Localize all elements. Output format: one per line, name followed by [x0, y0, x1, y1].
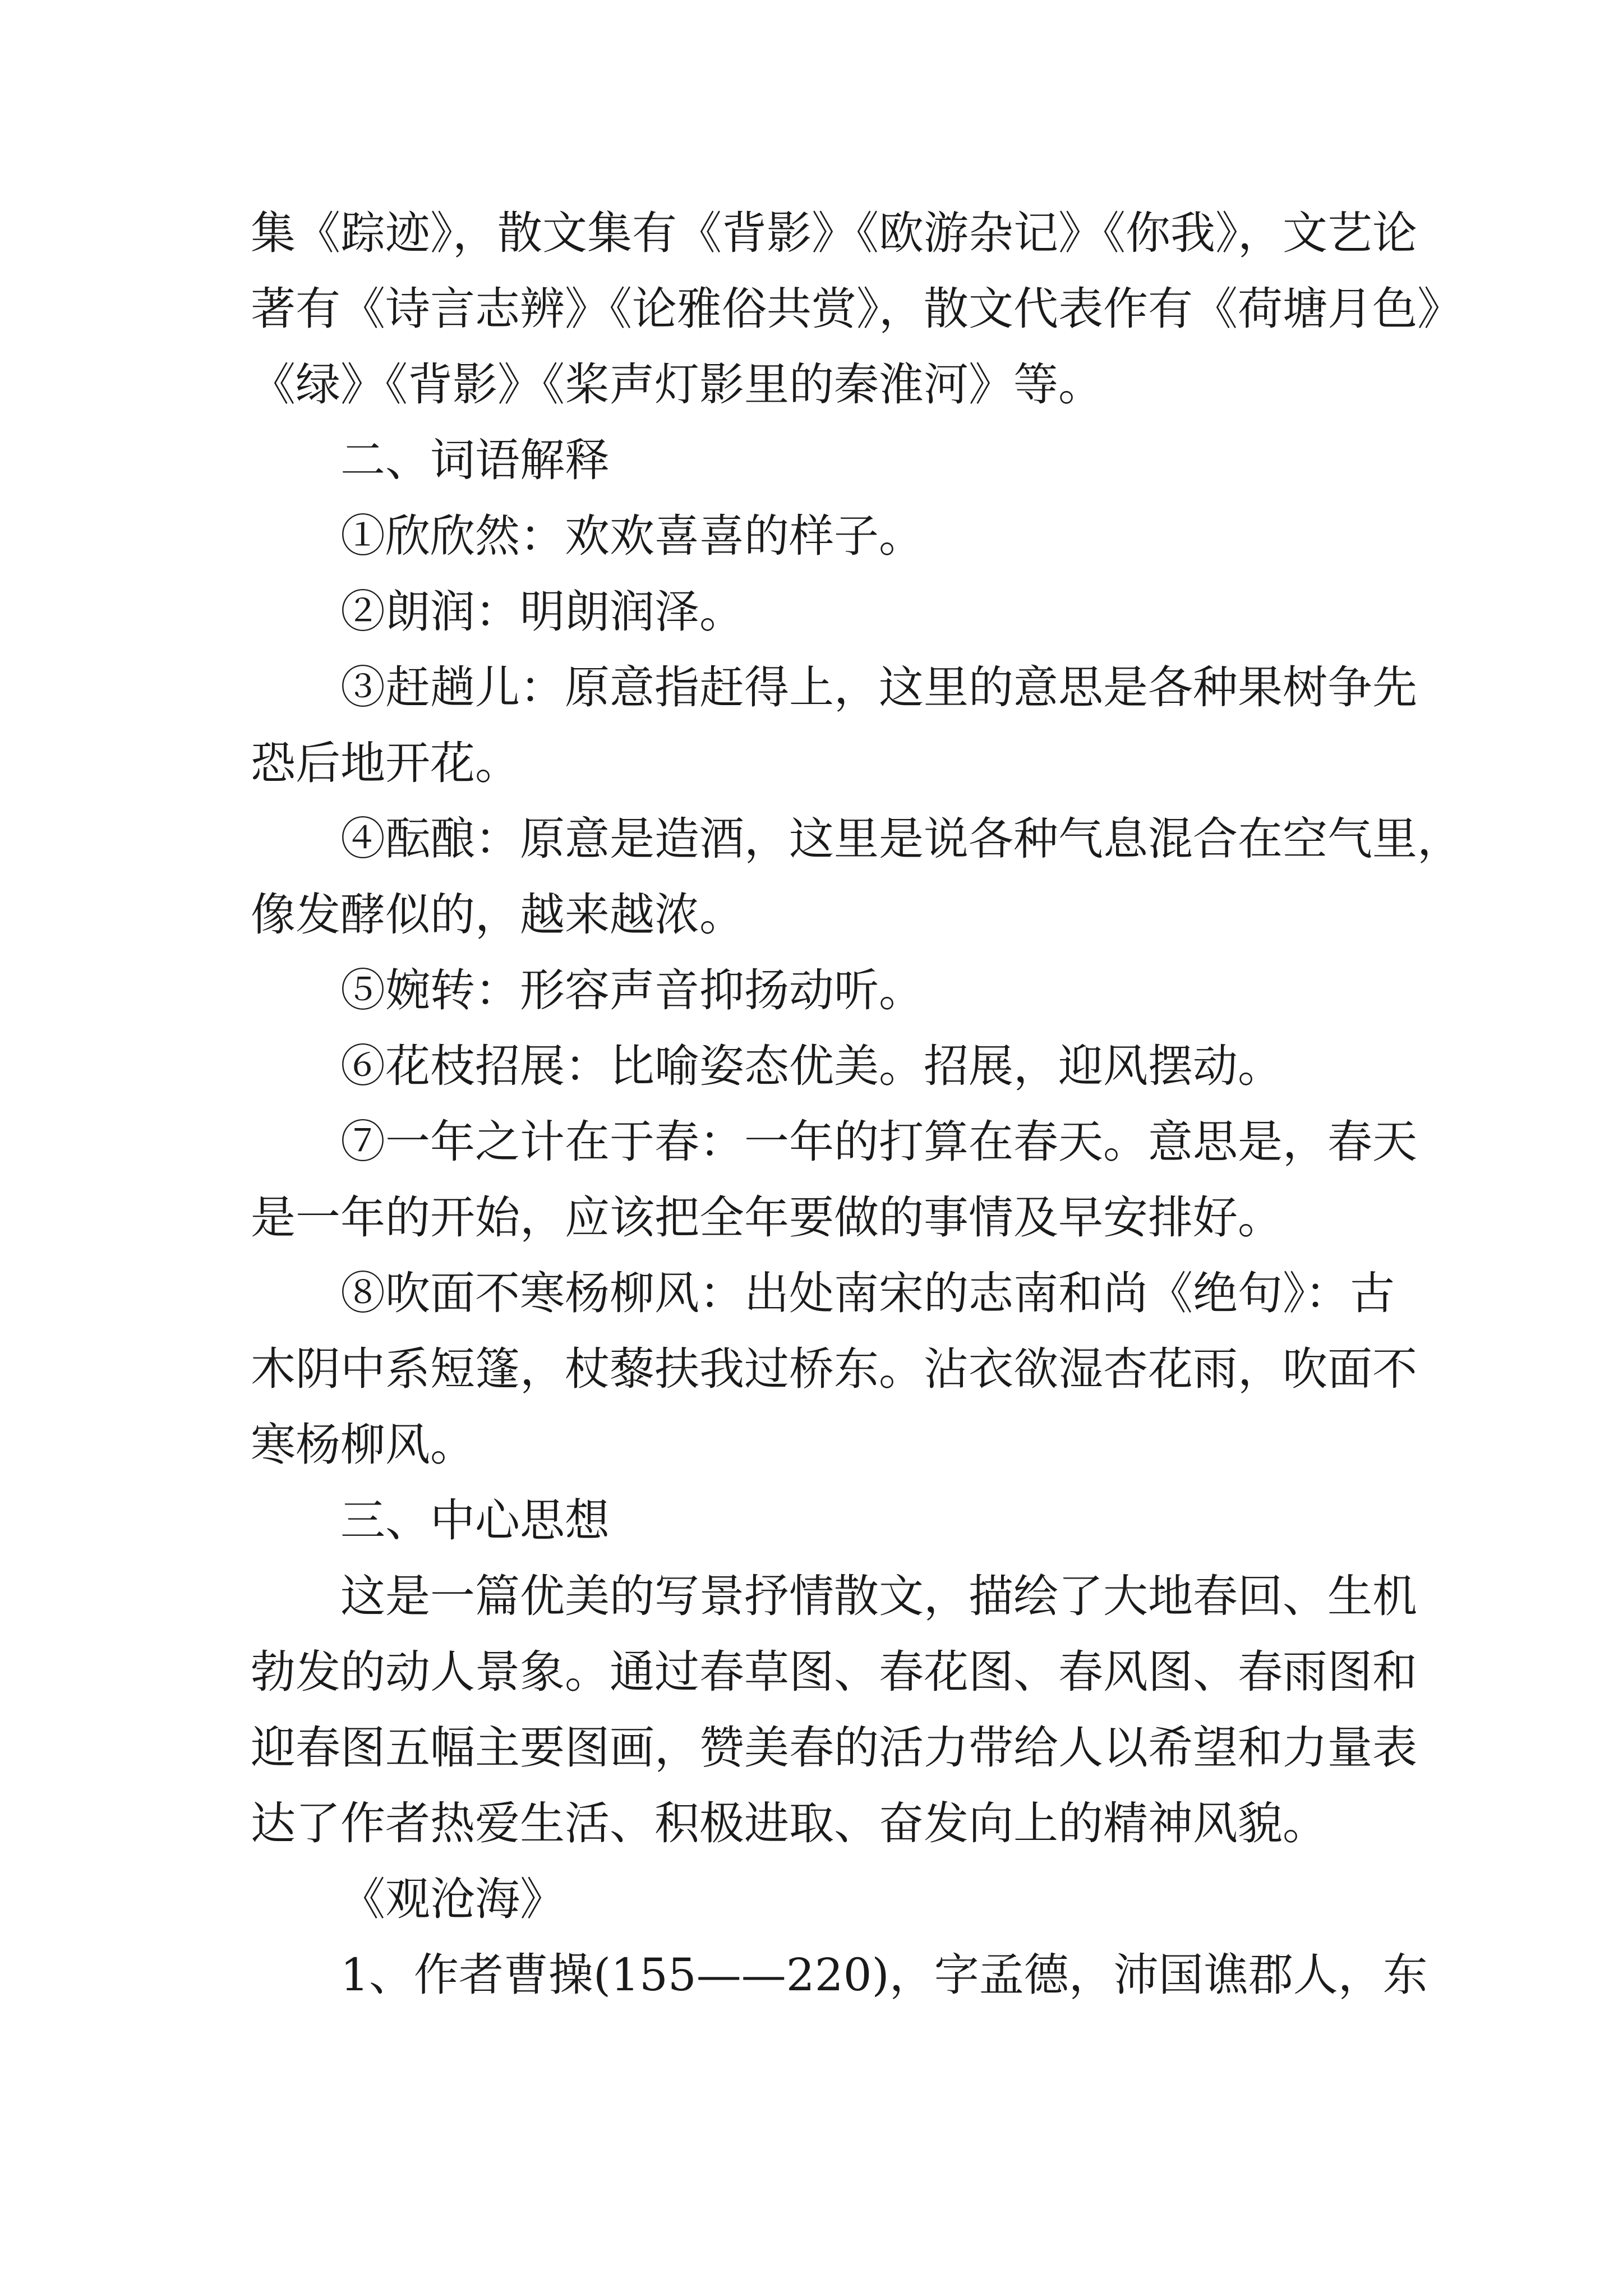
text-line: ①欣欣然：欢欢喜喜的样子。 [340, 510, 924, 562]
text-line: 集《踪迹》，散文集有《背影》《欧游杂记》《你我》，文艺论 [251, 207, 1417, 259]
section-heading: 三、中心思想 [340, 1494, 610, 1547]
text-line: ⑥花枝招展：比喻姿态优美。招展，迎风摆动。 [340, 1040, 1283, 1092]
text-line: 恐后地开花。 [251, 737, 520, 789]
text-line: 《绿》《背影》《桨声灯影里的秦淮河》等。 [251, 358, 1103, 411]
text-line: 达了作者热爱生活、积极进取、奋发向上的精神风貌。 [251, 1797, 1327, 1849]
text-line: ②朗润：明朗润泽。 [340, 586, 744, 638]
text-line: 这是一篇优美的写景抒情散文，描绘了大地春回、生机 [340, 1570, 1417, 1622]
text-line: 寒杨柳风。 [251, 1419, 475, 1471]
text-line: ⑦一年之计在于春：一年的打算在春天。意思是，春天 [340, 1116, 1417, 1168]
text-line: 1、作者曹操(155——220)，字孟德，沛国谯郡人，东 [340, 1949, 1428, 2001]
section-heading: 《观沧海》 [340, 1873, 565, 1925]
text-line: 像发酵似的，越来越浓。 [251, 889, 744, 941]
text-line: 木阴中系短篷，杖藜扶我过桥东。沾衣欲湿杏花雨，吹面不 [251, 1343, 1417, 1395]
text-line: ④酝酿：原意是造酒，这里是说各种气息混合在空气里， [340, 813, 1462, 865]
text-line: ⑤婉转：形容声音抑扬动听。 [340, 964, 924, 1016]
text-line: ⑧吹面不寒杨柳风：出处南宋的志南和尚《绝句》：古 [340, 1267, 1395, 1319]
text-line: ③赶趟儿：原意指赶得上，这里的意思是各种果树争先 [340, 661, 1417, 714]
text-line: 著有《诗言志辨》《论雅俗共赏》，散文代表作有《荷塘月色》 [251, 283, 1462, 335]
text-line: 是一年的开始，应该把全年要做的事情及早安排好。 [251, 1191, 1283, 1244]
text-line: 迎春图五幅主要图画，赞美春的活力带给人以希望和力量表 [251, 1722, 1417, 1774]
text-line: 勃发的动人景象。通过春草图、春花图、春风图、春雨图和 [251, 1646, 1417, 1698]
section-heading: 二、词语解释 [340, 434, 610, 486]
